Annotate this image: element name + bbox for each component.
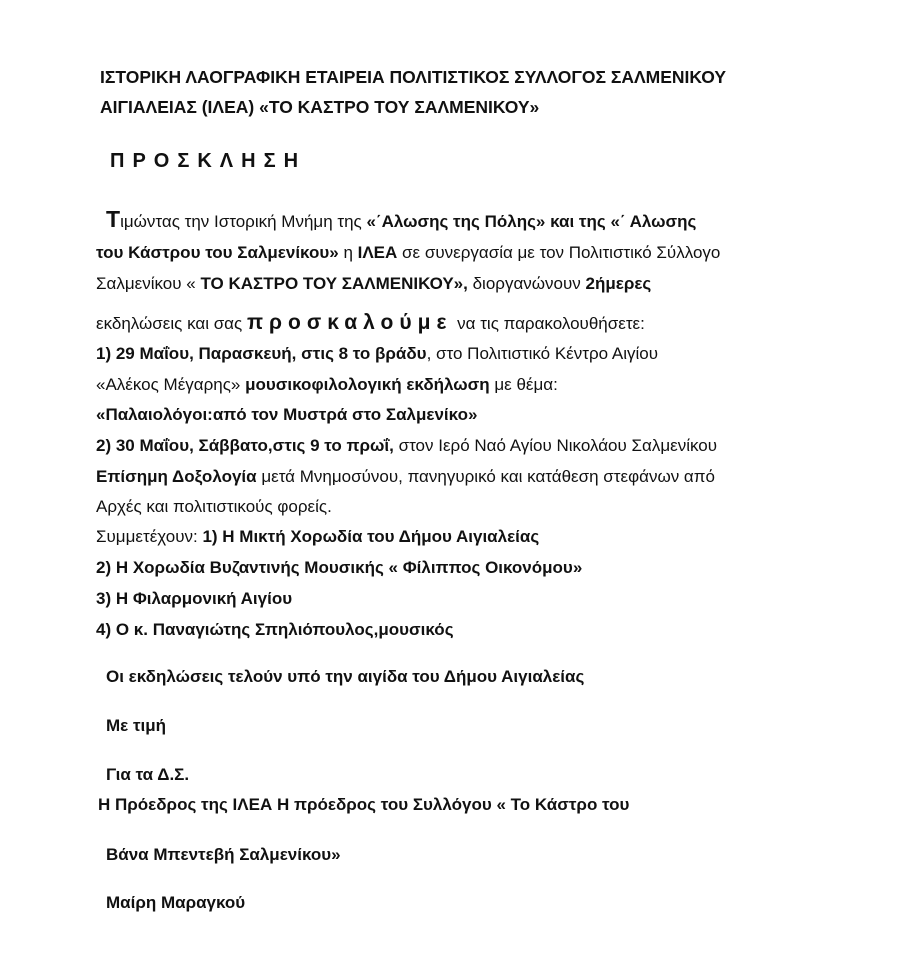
document-title: ΠΡΟΣΚΛΗΣΗ <box>110 150 307 172</box>
event1-theme-label: με θέμα: <box>489 375 558 394</box>
event1-date: 1) 29 Μαΐου, Παρασκευή, στις 8 το βράδυ <box>96 344 427 363</box>
event1-venue-name: «Αλέκος Μέγαρης» <box>96 375 246 394</box>
header-line-2: ΑΙΓΙΑΛΕΙΑΣ (ΙΛΕΑ) «ΤΟ ΚΑΣΤΡΟ ΤΟΥ ΣΑΛΜΕΝΙΚΟΥ» <box>100 97 540 117</box>
event1-theme: «Παλαιολόγοι:από τον Μυστρά στο Σαλμενίκο» <box>96 405 478 424</box>
intro-text-2a: του Κάστρου του Σαλμενίκου» <box>96 243 339 262</box>
intro-text-4c: να τις παρακολουθήσετε: <box>452 314 645 333</box>
event2-line-3: Αρχές και πολιτιστικούς φορείς. <box>96 497 332 516</box>
event2-line-1 <box>96 435 717 457</box>
intro-text-2c: ΙΛΕΑ <box>357 243 398 262</box>
intro-line-1 <box>106 208 696 233</box>
intro-text-2d: σε συνεργασία με τον Πολιτιστικό Σύλλογο <box>397 243 721 262</box>
intro-text-3d: 2ήμερες <box>585 274 652 293</box>
intro-line-4 <box>96 312 645 335</box>
auspices-note: Οι εκδηλώσεις τελούν υπό την αιγίδα του Δήμου Αιγιαλείας <box>106 667 585 686</box>
event1-type: μουσικοφιλολογική εκδήλωση <box>245 375 490 394</box>
participant-item: 4) Ο κ. Παναγιώτης Σπηλιόπουλος,μουσικός <box>96 620 454 639</box>
intro-text-1a: ιμώντας την Ιστορική Μνήμη της <box>120 212 367 231</box>
participants-label: Συμμετέχουν: <box>96 527 203 546</box>
event1-line-2 <box>96 374 558 396</box>
event1-line-1 <box>96 343 658 365</box>
regards: Με τιμή <box>106 716 167 735</box>
participant-item: 3) Η Φιλαρμονική Αιγίου <box>96 589 293 608</box>
intro-text-1b: «΄Αλωσης της Πόλης» και της «΄ Αλωσης <box>366 212 697 231</box>
header-line-1: ΙΣΤΟΡΙΚΗ ΛΑΟΓΡΑΦΙΚΗ ΕΤΑΙΡΕΙΑ ΠΟΛΙΤΙΣΤΙΚΟΣ ΣΥΛΛΟΓΟΣ ΣΑΛΜΕΝΙΚΟΥ <box>100 67 727 87</box>
names-line-1: Βάνα Μπεντεβή Σαλμενίκου» <box>106 845 341 864</box>
participant-line-1 <box>96 526 539 548</box>
names-line-2: Μαίρη Μαραγκού <box>106 893 246 912</box>
intro-initial: Τ <box>106 206 121 232</box>
event2-type: Επίσημη Δοξολογία <box>96 467 257 486</box>
intro-text-3b: ΤΟ ΚΑΣΤΡΟ ΤΟΥ ΣΑΛΜΕΝΙΚΟΥ», <box>200 274 468 293</box>
intro-text-2b: η <box>338 243 358 262</box>
intro-text-3c: διοργανώνουν <box>467 274 586 293</box>
presidents-line: Η Πρόεδρος της ΙΛΕΑ Η πρόεδρος του Συλλόγου « Το Κάστρο του <box>98 795 630 814</box>
participant-item: 1) Η Μικτή Χορωδία του Δήμου Αιγιαλείας <box>202 527 540 546</box>
event2-details: μετά Μνημοσύνου, πανηγυρικό και κατάθεση στεφάνων από <box>256 467 715 486</box>
intro-line-2 <box>96 242 720 264</box>
event1-venue: , στο Πολιτιστικό Κέντρο Αιγίου <box>426 344 659 363</box>
intro-text-3a: Σαλμενίκου « <box>96 274 201 293</box>
intro-line-3 <box>96 273 651 295</box>
invite-word: προσκαλούμε <box>246 311 453 334</box>
event2-venue: στον Ιερό Ναό Αγίου Νικολάου Σαλμενίκου <box>393 436 718 455</box>
board-line: Για τα Δ.Σ. <box>106 765 190 784</box>
intro-text-4a: εκδηλώσεις και σας <box>96 314 247 333</box>
participant-item: 2) Η Χορωδία Βυζαντινής Μουσικής « Φίλιππος Οικονόμου» <box>96 558 583 577</box>
event2-line-2 <box>96 466 715 488</box>
event2-date: 2) 30 Μαΐου, Σάββατο,στις 9 το πρωΐ, <box>96 436 394 455</box>
